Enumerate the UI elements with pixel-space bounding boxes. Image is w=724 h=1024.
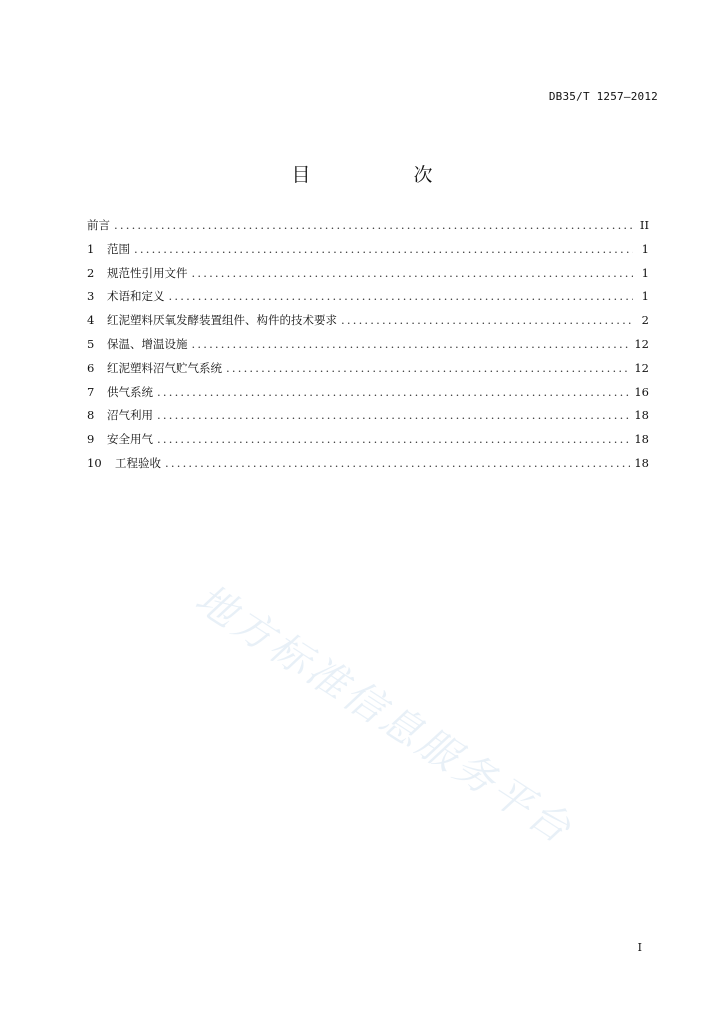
toc-entry-page: 16: [634, 384, 649, 399]
toc-leader-dots: [157, 432, 630, 446]
toc-leader-dots: [341, 313, 633, 327]
toc-leader-dots: [157, 408, 630, 422]
toc-entry-label: 保温、增温设施: [107, 336, 188, 351]
watermark: 地方标准信息服务平台: [187, 575, 582, 855]
toc-entry-number: 7: [87, 384, 95, 399]
toc-entry-number: 8: [87, 408, 95, 423]
toc-entry-number: 4: [87, 313, 95, 328]
toc-entry-label: 范围: [107, 241, 130, 256]
toc-entry-3[interactable]: [87, 289, 649, 313]
toc-leader-dots: [114, 218, 633, 232]
page-number: I: [637, 941, 642, 954]
toc-entry-page: 1: [641, 265, 649, 280]
toc-leader-dots: [157, 385, 630, 399]
toc-entry-6[interactable]: [87, 361, 649, 385]
toc-entry-page: 2: [641, 313, 649, 328]
toc-entry-10[interactable]: [87, 456, 649, 480]
toc-entry-number: 1: [87, 241, 95, 256]
toc-entry-label: 术语和定义: [107, 289, 165, 304]
toc-entry-page: 18: [634, 432, 649, 447]
toc-entry-label: 沼气利用: [107, 408, 153, 423]
toc-entry-label: 红泥塑料沼气贮气系统: [107, 360, 222, 375]
toc-leader-dots: [226, 361, 630, 375]
standard-code: DB35/T 1257—2012: [548, 90, 658, 103]
toc-entry-9[interactable]: [87, 432, 649, 456]
toc-entry-label: 规范性引用文件: [107, 265, 188, 280]
toc-leader-dots: [165, 456, 630, 470]
table-of-contents: [87, 218, 649, 480]
toc-entry-page: 18: [634, 455, 649, 470]
toc-entry-number: 9: [87, 432, 95, 447]
toc-entry-page: 12: [634, 360, 649, 375]
toc-leader-dots: [192, 337, 631, 351]
toc-entry-page: II: [639, 218, 649, 232]
toc-entry-number: 2: [87, 265, 95, 280]
toc-entry-number: 5: [87, 336, 95, 351]
toc-entry-foreword[interactable]: [87, 218, 649, 242]
toc-leader-dots: [169, 289, 634, 303]
toc-entry-1[interactable]: [87, 242, 649, 266]
toc-entry-label: 供气系统: [107, 384, 153, 399]
toc-entry-page: 1: [641, 241, 649, 256]
toc-entry-label: 红泥塑料厌氧发酵装置组件、构件的技术要求: [107, 313, 337, 328]
toc-entry-8[interactable]: [87, 408, 649, 432]
toc-entry-label: 前言: [87, 218, 110, 232]
toc-leader-dots: [192, 266, 634, 280]
toc-entry-number: 6: [87, 360, 95, 375]
toc-entry-7[interactable]: [87, 385, 649, 409]
toc-entry-2[interactable]: [87, 266, 649, 290]
toc-entry-number: 10: [87, 455, 102, 470]
toc-entry-number: 3: [87, 289, 95, 304]
toc-entry-page: 18: [634, 408, 649, 423]
toc-entry-page: 12: [634, 336, 649, 351]
toc-entry-5[interactable]: [87, 337, 649, 361]
toc-leader-dots: [134, 242, 633, 256]
toc-entry-label: 安全用气: [107, 432, 153, 447]
toc-entry-4[interactable]: [87, 313, 649, 337]
toc-entry-label: 工程验收: [115, 455, 161, 470]
toc-entry-page: 1: [641, 289, 649, 304]
page-title: 目 次: [291, 164, 475, 186]
